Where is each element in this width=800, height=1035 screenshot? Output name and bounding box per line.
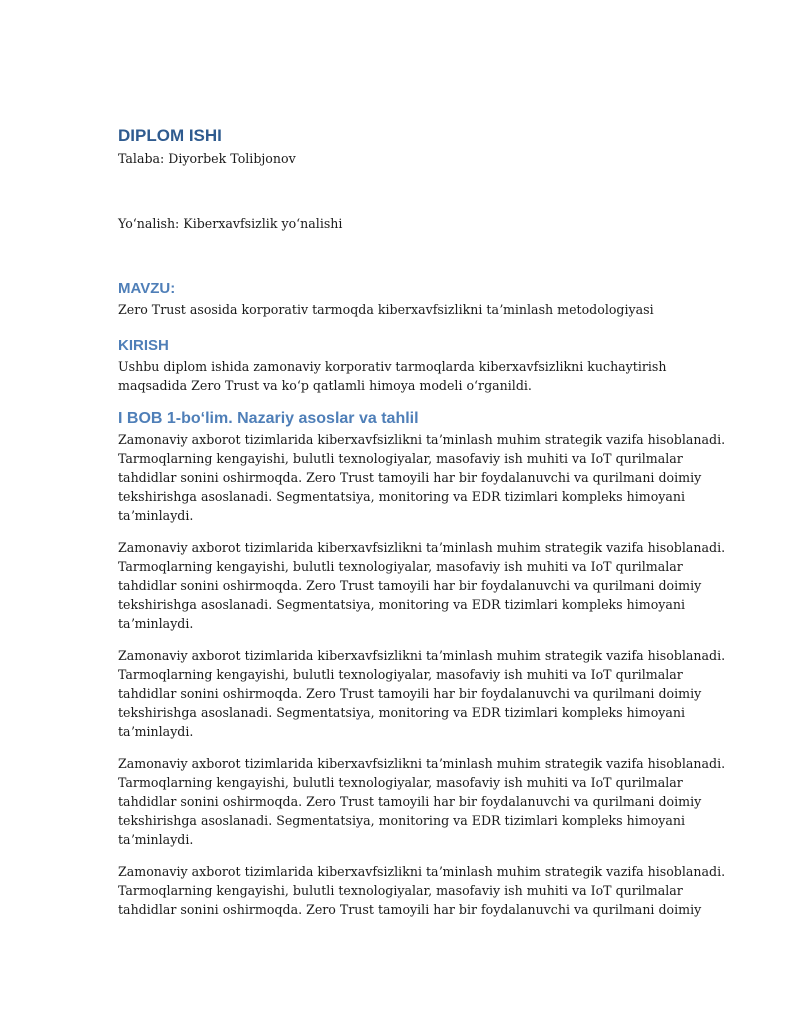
intro-line: Ushbu diplom ishida zamonaviy korporativ tarmoqlarda kiberxavfsizlikni kuchaytirish (118, 359, 667, 374)
paragraph-line: tekshirishga asoslanadi. Segmentatsiya, monitoring va EDR tizimlari kompleks himoyani (118, 813, 686, 828)
intro-line: maqsadida Zero Trust va koʻp qatlamli himoya modeli oʻrganildi. (118, 378, 532, 393)
paragraph-line: Zamonaviy axborot tizimlarida kiberxavfsizlikni taʼminlash muhim strategik vazifa hisoblanadi. (118, 648, 726, 663)
paragraph-line: Tarmoqlarning kengayishi, bulutli texnologiyalar, masofaviy ish muhiti va IoT qurilmalar (118, 451, 683, 466)
paragraph-line: tahdidlar sonini oshirmoqda. Zero Trust tamoyili har bir foydalanuvchi va qurilmani doimiy (118, 578, 702, 593)
body-paragraph (118, 862, 726, 919)
paragraph-line: taʼminlaydi. (118, 832, 194, 847)
body-paragraph (118, 430, 726, 525)
paragraph-line: Tarmoqlarning kengayishi, bulutli texnologiyalar, masofaviy ish muhiti va IoT qurilmalar (118, 883, 683, 898)
paragraph-line: tahdidlar sonini oshirmoqda. Zero Trust tamoyili har bir foydalanuvchi va qurilmani doimiy (118, 470, 702, 485)
paragraph-line: Zamonaviy axborot tizimlarida kiberxavfsizlikni taʼminlash muhim strategik vazifa hisoblanadi. (118, 432, 726, 447)
document-body (118, 125, 726, 919)
topic-heading: MAVZU: (118, 280, 176, 297)
document-title: DIPLOM ISHI (118, 126, 222, 145)
body-paragraph (118, 754, 726, 849)
body-paragraph (118, 646, 726, 741)
paragraph-line: tekshirishga asoslanadi. Segmentatsiya, monitoring va EDR tizimlari kompleks himoyani (118, 489, 686, 504)
paragraph-line: tahdidlar sonini oshirmoqda. Zero Trust tamoyili har bir foydalanuvchi va qurilmani doimiy (118, 902, 702, 917)
paragraph-line: tekshirishga asoslanadi. Segmentatsiya, monitoring va EDR tizimlari kompleks himoyani (118, 597, 686, 612)
intro-paragraph (118, 357, 698, 395)
paragraph-line: taʼminlaydi. (118, 724, 194, 739)
paragraph-line: Zamonaviy axborot tizimlarida kiberxavfsizlikni taʼminlash muhim strategik vazifa hisoblanadi. (118, 756, 726, 771)
body-paragraph (118, 538, 726, 633)
intro-heading: KIRISH (118, 337, 169, 354)
paragraph-line: taʼminlaydi. (118, 508, 194, 523)
topic-text: Zero Trust asosida korporativ tarmoqda kiberxavfsizlikni taʼminlash metodologiyasi (118, 302, 654, 317)
chapter-heading: I BOB 1-boʻlim. Nazariy asoslar va tahlil (118, 410, 419, 427)
paragraph-line: Tarmoqlarning kengayishi, bulutli texnologiyalar, masofaviy ish muhiti va IoT qurilmalar (118, 775, 683, 790)
paragraph-line: tekshirishga asoslanadi. Segmentatsiya, monitoring va EDR tizimlari kompleks himoyani (118, 705, 686, 720)
paragraph-line: Tarmoqlarning kengayishi, bulutli texnologiyalar, masofaviy ish muhiti va IoT qurilmalar (118, 559, 683, 574)
paragraph-line: Zamonaviy axborot tizimlarida kiberxavfsizlikni taʼminlash muhim strategik vazifa hisoblanadi. (118, 864, 726, 879)
student-name: Talaba: Diyorbek Tolibjonov (118, 151, 296, 166)
paragraph-line: Zamonaviy axborot tizimlarida kiberxavfsizlikni taʼminlash muhim strategik vazifa hisoblanadi. (118, 540, 726, 555)
study-direction: Yoʻnalish: Kiberxavfsizlik yoʻnalishi (118, 216, 343, 231)
paragraph-line: taʼminlaydi. (118, 616, 194, 631)
paragraph-line: tahdidlar sonini oshirmoqda. Zero Trust tamoyili har bir foydalanuvchi va qurilmani doimiy (118, 686, 702, 701)
paragraph-line: Tarmoqlarning kengayishi, bulutli texnologiyalar, masofaviy ish muhiti va IoT qurilmalar (118, 667, 683, 682)
paragraph-line: tahdidlar sonini oshirmoqda. Zero Trust tamoyili har bir foydalanuvchi va qurilmani doimiy (118, 794, 702, 809)
